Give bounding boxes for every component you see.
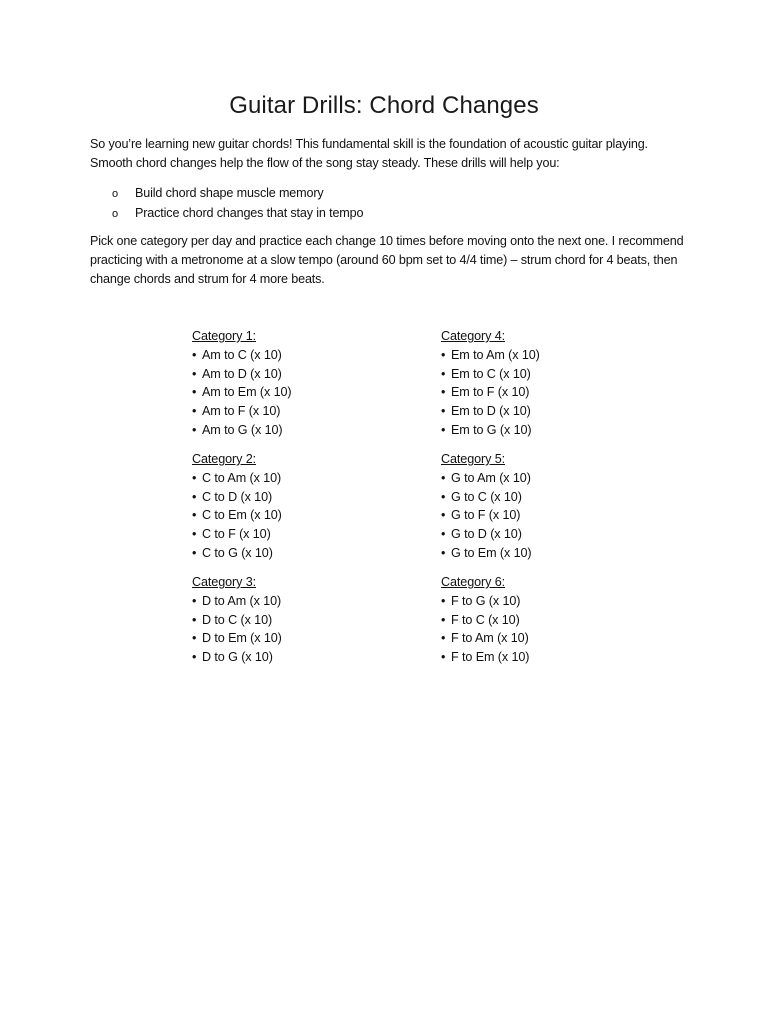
chord-change-list — [192, 469, 282, 563]
category-6 — [441, 573, 529, 667]
list-item: • G to F (x 10) — [441, 506, 531, 525]
intro-paragraph: So you’re learning new guitar chords! This fundamental skill is the foundation of acoustic guitar playing. Smooth chord changes help the flow of the song stay steady. These drills will help you: — [90, 137, 648, 170]
category-1 — [192, 327, 291, 440]
chord-change-list — [441, 592, 529, 667]
list-item: • Am to D (x 10) — [192, 365, 291, 384]
category-4 — [441, 327, 540, 440]
category-heading: Category 5: — [441, 452, 506, 466]
list-item: • F to Em (x 10) — [441, 648, 529, 667]
list-item: • G to D (x 10) — [441, 525, 531, 544]
list-item — [112, 204, 363, 224]
page-title: Guitar Drills: Chord Changes — [229, 92, 539, 119]
list-item: • F to Am (x 10) — [441, 629, 529, 648]
category-heading: Category 6: — [441, 575, 506, 589]
list-item: • Am to G (x 10) — [192, 421, 291, 440]
list-item: • Em to Am (x 10) — [441, 346, 540, 365]
category-heading: Category 1: — [192, 329, 257, 343]
list-item: • Am to Em (x 10) — [192, 383, 291, 402]
list-item: • Em to D (x 10) — [441, 402, 540, 421]
list-item: • Em to F (x 10) — [441, 383, 540, 402]
chord-change-list — [441, 346, 540, 440]
list-item: • Am to C (x 10) — [192, 346, 291, 365]
list-item: • C to F (x 10) — [192, 525, 282, 544]
list-item: • C to G (x 10) — [192, 544, 282, 563]
instructions-paragraph: Pick one category per day and practice each change 10 times before moving onto the next one. I recommend practicing with a metronome at a slow tempo (around 60 bpm set to 4/4 time) – strum chord for 4 beats, then change chords and strum for 4 more beats. — [90, 234, 684, 286]
list-item: • D to Am (x 10) — [192, 592, 282, 611]
bullet-marker: o — [112, 188, 118, 200]
list-item: • F to C (x 10) — [441, 611, 529, 630]
goals-list — [112, 184, 363, 224]
category-heading: Category 2: — [192, 452, 257, 466]
category-2 — [192, 450, 282, 563]
chord-change-list — [192, 346, 291, 440]
goal-text: Practice chord changes that stay in tempo — [135, 206, 364, 220]
list-item: • Em to G (x 10) — [441, 421, 540, 440]
category-heading: Category 4: — [441, 329, 506, 343]
list-item: • D to C (x 10) — [192, 611, 282, 630]
list-item: • G to Am (x 10) — [441, 469, 531, 488]
list-item: • G to C (x 10) — [441, 488, 531, 507]
category-heading: Category 3: — [192, 575, 257, 589]
list-item — [112, 184, 363, 204]
bullet-marker: o — [112, 208, 118, 220]
list-item: • G to Em (x 10) — [441, 544, 531, 563]
list-item: • D to G (x 10) — [192, 648, 282, 667]
list-item: • C to Am (x 10) — [192, 469, 282, 488]
list-item: • C to D (x 10) — [192, 488, 282, 507]
list-item: • C to Em (x 10) — [192, 506, 282, 525]
chord-change-list — [441, 469, 531, 563]
category-3 — [192, 573, 282, 667]
chord-change-list — [192, 592, 282, 667]
list-item: • Am to F (x 10) — [192, 402, 291, 421]
category-5 — [441, 450, 531, 563]
goal-text: Build chord shape muscle memory — [135, 186, 324, 200]
list-item: • D to Em (x 10) — [192, 629, 282, 648]
list-item: • Em to C (x 10) — [441, 365, 540, 384]
list-item: • F to G (x 10) — [441, 592, 529, 611]
